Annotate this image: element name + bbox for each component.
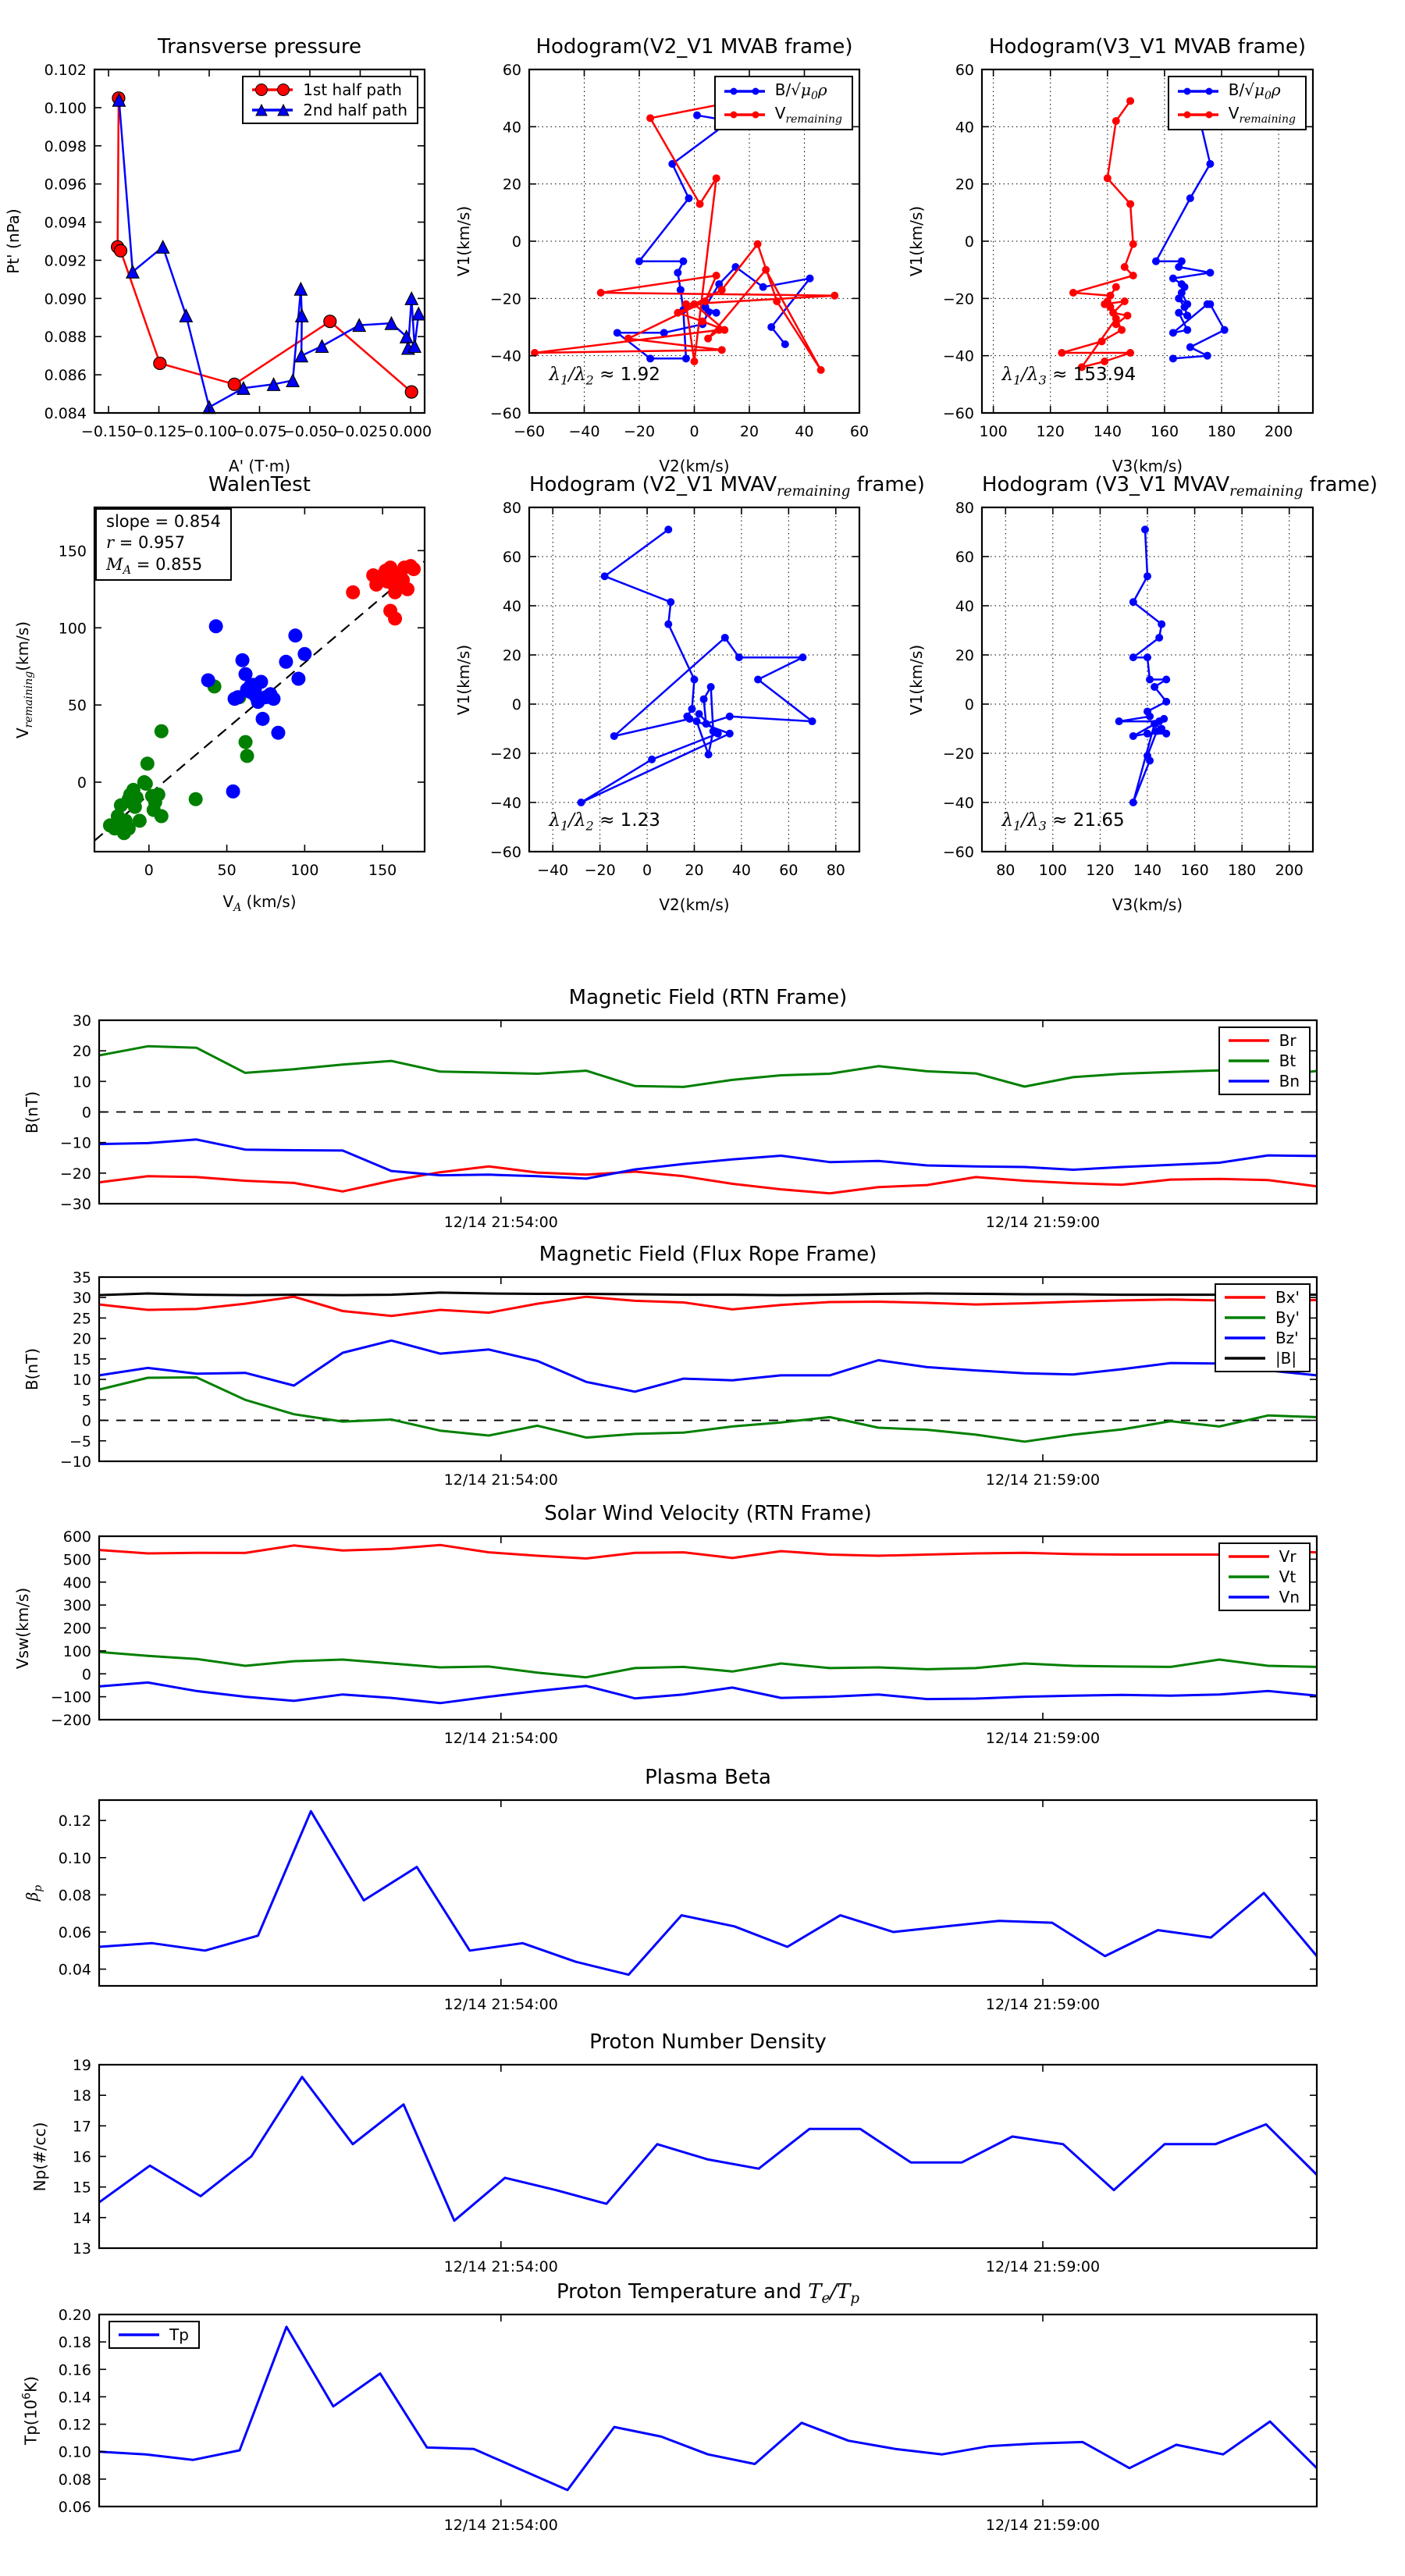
svg-text:80: 80: [996, 862, 1016, 879]
svg-text:−20: −20: [942, 290, 974, 308]
svg-text:12/14 21:54:00: 12/14 21:54:00: [443, 2517, 558, 2534]
svg-text:600: 600: [62, 1528, 91, 1546]
series-plasma-beta-0: [99, 1811, 1317, 1974]
series-walen-test-2: [201, 619, 312, 799]
svg-text:30: 30: [72, 1012, 91, 1030]
svg-text:100: 100: [62, 1642, 91, 1660]
svg-text:200: 200: [62, 1620, 91, 1638]
svg-text:14: 14: [72, 2209, 91, 2227]
legend-item: [722, 80, 842, 102]
chart-title: Proton Temperature and $T_e/T_p$: [556, 2280, 860, 2307]
svg-text:100: 100: [290, 862, 319, 879]
svg-text:0: 0: [511, 233, 521, 251]
plot-area: [942, 500, 1313, 879]
svg-text:−40: −40: [489, 795, 521, 812]
x-axis-label: V2(km/s): [659, 457, 730, 475]
legend-item: [1222, 1349, 1300, 1368]
legend-label: Br: [1279, 1031, 1297, 1050]
svg-text:19: 19: [72, 2057, 91, 2074]
svg-text:120: 120: [1086, 862, 1115, 879]
legend-item: [1176, 80, 1296, 102]
svg-text:−0.075: −0.075: [232, 423, 287, 440]
svg-text:−200: −200: [50, 1712, 91, 1729]
svg-text:0.098: 0.098: [44, 137, 87, 155]
legend-line-sample: [1226, 1073, 1272, 1090]
legend-label: Vr: [1279, 1547, 1297, 1566]
svg-text:20: 20: [739, 423, 759, 440]
svg-text:−60: −60: [489, 844, 521, 861]
y-axis-label: V1(km/s): [907, 644, 926, 715]
chart-walen-test: [13, 473, 425, 914]
legend-line-sample: [1226, 1052, 1272, 1069]
plot-area: [72, 2057, 1317, 2275]
svg-text:180: 180: [1207, 423, 1236, 440]
chart-title: Transverse pressure: [158, 35, 361, 59]
svg-text:25: 25: [72, 1310, 91, 1328]
svg-text:40: 40: [955, 598, 974, 615]
legend-line-sample: [1226, 1589, 1272, 1606]
svg-text:12/14 21:59:00: 12/14 21:59:00: [985, 2517, 1101, 2534]
series-Bn: [99, 1140, 1317, 1179]
svg-text:−100: −100: [50, 1688, 91, 1706]
legend-line-sample: [1176, 106, 1221, 123]
svg-text:0: 0: [689, 423, 699, 440]
svg-text:12/14 21:54:00: 12/14 21:54:00: [443, 1730, 558, 1747]
chart-title: Solar Wind Velocity (RTN Frame): [544, 1502, 872, 1525]
svg-text:−10: −10: [59, 1453, 91, 1471]
svg-text:16: 16: [72, 2148, 91, 2166]
svg-text:100: 100: [1038, 862, 1067, 879]
svg-text:0.08: 0.08: [58, 1887, 91, 1905]
svg-text:20: 20: [72, 1330, 91, 1348]
svg-text:60: 60: [502, 62, 521, 79]
chart-title: Hodogram (V3_V1 $MVAV_{remaining}$ frame): [982, 473, 1378, 500]
svg-text:12/14 21:54:00: 12/14 21:54:00: [443, 2258, 558, 2275]
series-Vt: [99, 1652, 1317, 1677]
legend-line-sample: [1222, 1309, 1268, 1326]
svg-text:−20: −20: [489, 290, 521, 308]
legend-label: Bx': [1275, 1288, 1300, 1307]
chart-title: Hodogram(V2_V1 MVAB frame): [535, 35, 853, 59]
legend-line-sample: [116, 2326, 162, 2343]
svg-text:80: 80: [502, 500, 521, 517]
series-|B|: [99, 1293, 1317, 1295]
svg-text:−30: −30: [59, 1196, 91, 1213]
y-axis-label: $\beta_p$: [23, 1884, 44, 1902]
svg-text:40: 40: [731, 862, 752, 879]
legend: [108, 2321, 200, 2349]
legend-line-sample: [1222, 1350, 1268, 1367]
svg-text:40: 40: [795, 423, 814, 440]
legend-label: Vt: [1279, 1567, 1297, 1586]
svg-text:0.12: 0.12: [58, 2416, 91, 2434]
svg-text:0.10: 0.10: [58, 1849, 91, 1867]
svg-text:20: 20: [72, 1043, 91, 1061]
svg-text:20: 20: [955, 647, 974, 664]
svg-text:60: 60: [955, 62, 974, 79]
svg-text:0: 0: [642, 862, 653, 879]
svg-text:0: 0: [964, 233, 974, 251]
lambda-ratio-annotation: $\lambda_1/\lambda_2 \approx 1.23$: [549, 810, 660, 834]
legend-line-sample: [1226, 1568, 1272, 1585]
legend-label: $V_{remaining}$: [774, 104, 842, 126]
svg-text:−60: −60: [942, 844, 974, 861]
legend-item: [1226, 1547, 1300, 1566]
chart-hodogram-v2v1-mvab: [454, 35, 870, 475]
svg-text:−40: −40: [568, 423, 600, 440]
svg-text:180: 180: [1228, 862, 1257, 879]
svg-text:0.12: 0.12: [58, 1813, 91, 1831]
legend-label: Tp: [169, 2325, 189, 2344]
x-axis-label: $V_A$ (km/s): [222, 892, 297, 914]
chart-hodogram-v2v1-mvav: [454, 473, 925, 914]
legend-label: Bn: [1279, 1072, 1300, 1091]
legend-item: [116, 2325, 189, 2344]
svg-text:12/14 21:54:00: 12/14 21:54:00: [443, 1996, 558, 2013]
series-1st half path: [112, 92, 418, 398]
series-Bz': [99, 1340, 1317, 1392]
series-hodogram-v2v1-mvav-0: [577, 525, 816, 806]
svg-text:30: 30: [72, 1290, 91, 1308]
svg-text:300: 300: [62, 1597, 91, 1615]
svg-text:−20: −20: [59, 1165, 91, 1183]
lambda-ratio-annotation: $\lambda_1/\lambda_3 \approx 21.65$: [1001, 810, 1125, 834]
svg-text:0.06: 0.06: [58, 1923, 91, 1941]
series-proton-density-0: [99, 2077, 1317, 2221]
legend-label: |B|: [1275, 1349, 1297, 1368]
svg-text:80: 80: [955, 500, 974, 517]
series-Vr: [99, 1545, 1317, 1558]
svg-text:15: 15: [72, 1350, 91, 1368]
svg-text:400: 400: [62, 1574, 91, 1592]
svg-text:12/14 21:54:00: 12/14 21:54:00: [443, 1214, 558, 1231]
svg-text:20: 20: [502, 176, 521, 194]
svg-text:0.16: 0.16: [58, 2361, 91, 2379]
svg-text:0.10: 0.10: [58, 2443, 91, 2461]
svg-text:0.06: 0.06: [58, 2499, 91, 2516]
plot-area: [59, 1269, 1317, 1489]
chart-magnetic-field-fluxrope: [23, 1243, 1317, 1489]
svg-text:0.20: 0.20: [58, 2307, 91, 2324]
legend: [1215, 1283, 1311, 1372]
chart-transverse-pressure: [4, 35, 432, 475]
y-axis-label: B(nT): [23, 1091, 41, 1133]
svg-text:140: 140: [1093, 423, 1122, 440]
legend-item: [1222, 1329, 1300, 1347]
svg-text:20: 20: [685, 862, 704, 879]
chart-title: Proton Number Density: [589, 2030, 827, 2054]
y-axis-label: V1(km/s): [454, 644, 473, 715]
series-Tp: [99, 2327, 1317, 2490]
svg-text:−10: −10: [59, 1134, 91, 1152]
svg-text:60: 60: [955, 549, 974, 566]
plot-area: [58, 1800, 1317, 2013]
chart-hodogram-v3v1-mvab: [907, 35, 1313, 475]
plot-area: [59, 1012, 1317, 1231]
chart-proton-temperature: [20, 2280, 1317, 2534]
svg-text:150: 150: [58, 543, 87, 560]
chart-title: Magnetic Field (RTN Frame): [568, 986, 848, 1009]
chart-title: Magnetic Field (Flux Rope Frame): [539, 1243, 877, 1266]
legend-label: 2nd half path: [303, 101, 407, 119]
svg-text:0: 0: [76, 774, 87, 792]
legend-line-sample: [1226, 1032, 1272, 1049]
y-axis-label: Pt' (nPa): [4, 208, 23, 274]
legend-line-sample: [1222, 1329, 1268, 1347]
series-Bx': [99, 1297, 1317, 1316]
svg-text:0: 0: [81, 1104, 91, 1122]
svg-text:−40: −40: [537, 862, 569, 879]
svg-text:50: 50: [67, 697, 87, 715]
svg-text:12/14 21:59:00: 12/14 21:59:00: [985, 1996, 1101, 2013]
svg-text:60: 60: [779, 862, 799, 879]
svg-text:−60: −60: [942, 405, 974, 422]
series-Vn: [99, 1682, 1317, 1703]
svg-text:40: 40: [502, 119, 521, 137]
svg-text:0.100: 0.100: [44, 99, 87, 117]
y-axis-label: $V_{remaining}(km/s)$: [13, 621, 35, 738]
svg-text:13: 13: [72, 2240, 91, 2258]
svg-text:0.088: 0.088: [44, 329, 87, 347]
legend-line-sample: [250, 81, 295, 98]
legend-label: Vn: [1279, 1588, 1300, 1606]
chart-title: WalenTest: [208, 473, 311, 496]
svg-text:80: 80: [826, 862, 845, 879]
svg-text:0.102: 0.102: [44, 62, 87, 79]
series-Bt: [99, 1046, 1317, 1087]
svg-text:12/14 21:54:00: 12/14 21:54:00: [443, 1471, 558, 1489]
series-By': [99, 1378, 1317, 1442]
svg-text:−60: −60: [513, 423, 546, 440]
svg-text:60: 60: [502, 549, 521, 566]
svg-text:200: 200: [1264, 423, 1293, 440]
fit-stat-line: $M_A = 0.855$: [106, 554, 203, 577]
legend-label: $V_{remaining}$: [1228, 104, 1296, 126]
svg-text:−20: −20: [584, 862, 616, 879]
legend-item: [1226, 1567, 1300, 1586]
svg-text:−20: −20: [489, 745, 521, 763]
legend-label: By': [1275, 1308, 1300, 1327]
svg-text:120: 120: [1036, 423, 1065, 440]
svg-text:12/14 21:59:00: 12/14 21:59:00: [985, 2258, 1101, 2275]
legend: [1168, 76, 1307, 130]
lambda-ratio-annotation: $\lambda_1/\lambda_3 \approx 153.94$: [1001, 365, 1136, 388]
legend-item: [1226, 1031, 1300, 1050]
fit-stat-line: slope = 0.854: [106, 512, 221, 531]
svg-text:0: 0: [81, 1666, 91, 1684]
chart-plasma-beta: [23, 1766, 1317, 2013]
legend-item: [1226, 1072, 1300, 1091]
svg-text:18: 18: [72, 2087, 91, 2105]
plot-area: [50, 1528, 1317, 1747]
legend-line-sample: [1176, 83, 1221, 100]
svg-text:−0.125: −0.125: [131, 423, 187, 440]
svg-text:0.000: 0.000: [389, 423, 432, 440]
svg-text:0.096: 0.096: [44, 176, 87, 194]
legend-item: [1176, 104, 1296, 126]
svg-text:160: 160: [1150, 423, 1179, 440]
svg-text:0.094: 0.094: [44, 214, 87, 232]
svg-text:0.086: 0.086: [44, 367, 87, 385]
svg-text:100: 100: [58, 620, 87, 638]
svg-text:20: 20: [955, 176, 974, 194]
svg-text:140: 140: [1133, 862, 1162, 879]
svg-text:200: 200: [1275, 862, 1304, 879]
fit-stats-box: [95, 508, 232, 581]
svg-text:0: 0: [964, 696, 974, 713]
y-axis-label: V1(km/s): [454, 205, 473, 277]
plot-area: [489, 500, 859, 879]
svg-text:35: 35: [72, 1269, 91, 1286]
svg-text:0.08: 0.08: [58, 2471, 91, 2489]
svg-text:12/14 21:59:00: 12/14 21:59:00: [985, 1471, 1101, 1489]
svg-text:−0.050: −0.050: [282, 423, 338, 440]
legend-label: 1st half path: [303, 80, 402, 99]
svg-text:0.090: 0.090: [44, 290, 87, 308]
chart-proton-density: [30, 2030, 1317, 2275]
y-axis-label: $Tp(10^6K)$: [20, 2375, 41, 2446]
svg-text:150: 150: [368, 862, 397, 879]
y-axis-label: B(nT): [23, 1347, 41, 1391]
svg-text:0.14: 0.14: [58, 2389, 91, 2407]
svg-text:12/14 21:59:00: 12/14 21:59:00: [985, 1214, 1101, 1231]
svg-text:17: 17: [72, 2118, 91, 2136]
svg-text:−20: −20: [942, 745, 974, 763]
legend-line-sample: [1222, 1289, 1268, 1306]
legend-item: [1226, 1588, 1300, 1606]
lambda-ratio-annotation: $\lambda_1/\lambda_2 \approx 1.92$: [549, 365, 660, 388]
chart-title: Hodogram (V2_V1 $MVAV_{remaining}$ frame): [529, 473, 925, 500]
legend-line-sample: [1226, 1548, 1272, 1565]
x-axis-label: V3(km/s): [1112, 895, 1183, 914]
plot-area: [58, 2307, 1317, 2534]
chart-magnetic-field-rtn: [23, 986, 1317, 1231]
series-V_{$remaining$}: [1058, 97, 1136, 371]
svg-text:20: 20: [502, 647, 521, 664]
svg-text:0: 0: [511, 696, 521, 713]
svg-text:−5: −5: [69, 1432, 91, 1450]
series-Br: [99, 1166, 1317, 1194]
svg-text:0: 0: [144, 862, 154, 879]
svg-text:40: 40: [955, 119, 974, 137]
legend-label: $B/√\mu_0\rho$: [1228, 80, 1281, 102]
svg-text:−40: −40: [489, 347, 521, 365]
legend-label: $B/√\mu_0\rho$: [774, 80, 827, 102]
legend-item: [250, 80, 407, 99]
legend: [242, 76, 418, 124]
chart-title: Hodogram(V3_V1 MVAB frame): [988, 35, 1307, 59]
chart-hodogram-v3v1-mvav: [907, 473, 1378, 914]
svg-text:15: 15: [72, 2179, 91, 2197]
legend-item: [1222, 1308, 1300, 1327]
legend-item: [1222, 1288, 1300, 1307]
legend-label: Bt: [1279, 1051, 1297, 1070]
legend-item: [1226, 1051, 1300, 1070]
y-axis-label: V1(km/s): [907, 205, 926, 277]
legend-label: Bz': [1275, 1329, 1299, 1347]
svg-text:5: 5: [81, 1392, 91, 1410]
legend-item: [250, 101, 407, 119]
chart-title: Plasma Beta: [645, 1766, 771, 1789]
svg-text:12/14 21:59:00: 12/14 21:59:00: [985, 1730, 1101, 1747]
fit-stat-line: r = 0.957: [106, 533, 186, 553]
svg-text:−0.100: −0.100: [181, 423, 237, 440]
svg-text:−40: −40: [942, 347, 974, 365]
legend-line-sample: [722, 106, 767, 123]
y-axis-label: Vsw(km/s): [13, 1587, 32, 1669]
legend: [714, 76, 853, 130]
svg-text:500: 500: [62, 1551, 91, 1569]
svg-text:−60: −60: [489, 405, 521, 422]
svg-text:0.092: 0.092: [44, 252, 87, 270]
svg-text:10: 10: [72, 1372, 91, 1389]
y-axis-label: Np(#/cc): [30, 2122, 49, 2191]
svg-text:50: 50: [217, 862, 237, 879]
legend: [1218, 1026, 1311, 1095]
legend-line-sample: [250, 101, 295, 119]
svg-text:10: 10: [72, 1073, 91, 1091]
svg-text:160: 160: [1180, 862, 1209, 879]
svg-text:60: 60: [849, 423, 870, 440]
x-axis-label: V3(km/s): [1112, 457, 1183, 475]
legend: [1218, 1542, 1311, 1611]
chart-solar-wind-velocity: [13, 1502, 1317, 1747]
legend-line-sample: [722, 83, 767, 100]
svg-text:0.18: 0.18: [58, 2334, 91, 2352]
svg-text:40: 40: [502, 598, 521, 615]
series-B/√$μ_{0}ρ$: [1152, 112, 1229, 363]
svg-text:−0.150: −0.150: [80, 423, 137, 440]
svg-text:−20: −20: [623, 423, 656, 440]
legend-item: [722, 104, 842, 126]
svg-text:0.084: 0.084: [44, 405, 87, 422]
x-axis-label: A' (T·m): [228, 457, 291, 475]
svg-text:−0.025: −0.025: [333, 423, 388, 440]
svg-text:100: 100: [979, 423, 1008, 440]
x-axis-label: V2(km/s): [659, 895, 730, 914]
series-hodogram-v3v1-mvav-0: [1115, 525, 1171, 806]
svg-text:−40: −40: [942, 795, 974, 812]
svg-text:0: 0: [81, 1412, 91, 1430]
series-walen-test-3: [346, 559, 421, 625]
svg-text:0.04: 0.04: [58, 1961, 91, 1979]
